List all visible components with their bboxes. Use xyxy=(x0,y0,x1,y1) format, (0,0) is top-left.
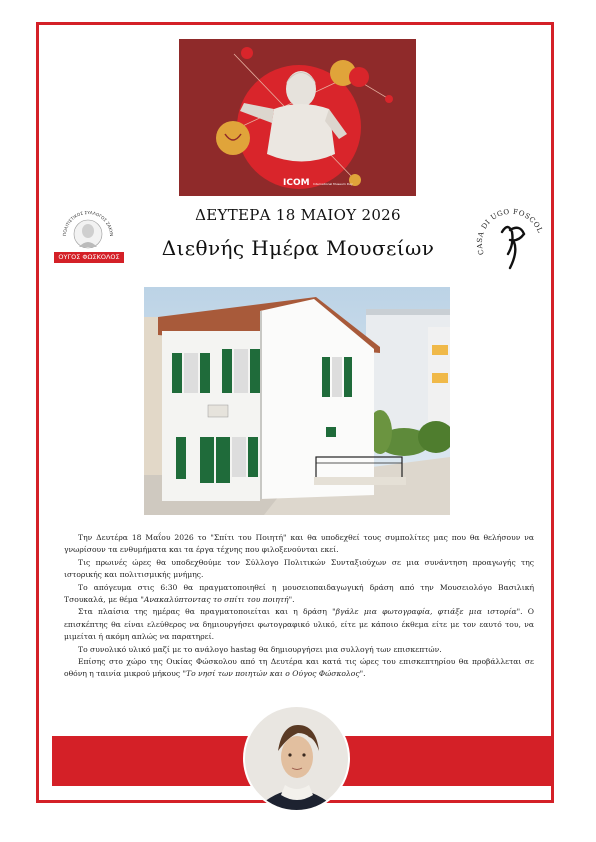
paragraph-5: Το συνολικό υλικό μαζί με το ανάλογο hastag θα δημιουργήσει μια συλλογή των επισκεπτών. xyxy=(78,644,442,654)
film-title: "Το νησί των ποιητών και ο Ούγος Φώσκολος" xyxy=(182,669,364,679)
icom-banner-image xyxy=(179,39,416,196)
paragraph-6: Επίσης στο χώρο της Οικίας Φώσκολου από τη Δευτέρα και κατά τις ώρες του επισκεπτηρίου θα προβάλλεται σε οθόνη η ταινία μικρού μήκους "Το νησί των ποιητών και ο Ούγος Φώσκολος". xyxy=(64,657,534,679)
casa-arc-text: CASA DI UGO FOSCOL xyxy=(475,207,545,256)
society-band-label: ΟΥΓΟΣ ΦΩΣΚΟΛΟΣ xyxy=(54,252,124,263)
house-photo xyxy=(144,287,450,515)
event-title: Διεθνής Ημέρα Μουσείων xyxy=(161,236,435,260)
paragraph-2: Τις πρωινές ώρες θα υποδεχθούμε τον Σύλλογο Πολιτικών Συνταξιούχων σε μια συνάντηση προαγωγής της ιστορικής και πολιτισμικής μνήμης. xyxy=(64,557,534,580)
paragraph-3: Το απόγευμα στις 6:30 θα πραγματοποιηθεί η μουσειοπαιδαγωγική δράση από την Μουσειολόγο Βασιλική Τσουκαλά, με θέμα "Ανακαλύπτοντας το σπίτι του ποιητή". xyxy=(64,582,534,605)
paragraph-1: Την Δευτέρα 18 Μαΐου 2026 το "Σπίτι του Ποιητή" και θα υποδεχθεί τους συμπολίτες μας που θα θελήσουν να γνωρίσουν τα ενθυμήματα και τα έργα τέχνης που φιλοξενούνται εκεί. xyxy=(64,533,534,555)
society-arc-text: ΠΟΛΙΤΙΣΤΙΚΟΣ ΣΥΛΛΟΓΟΣ ΖΑΚΥΝ xyxy=(61,209,115,237)
icom-label: ICOM xyxy=(283,178,310,188)
foscolo-portrait xyxy=(243,705,350,812)
activity-title-1: "Ανακαλύπτοντας το σπίτι του ποιητή" xyxy=(140,595,293,605)
event-description xyxy=(64,532,534,681)
paragraph-4: Στα πλαίσια της ημέρας θα πραγματοποιείται και η δράση "βγάλε μια φωτογραφία, φτιάξε μια ιστορία". Ο επισκέπτης θα είναι ελεύθερος να δημιουργήσει φωτογραφικό υλικό, είτε με κάποιο έκθεμα είτε με τον εαυτό του, να μιμείται ή ακόμη απλώς να παρατηρεί. xyxy=(64,607,534,642)
icom-sub-label: International Museum Day xyxy=(313,182,353,186)
activity-title-2: "βγάλε μια φωτογραφία, φτιάξε μια ιστορία" xyxy=(332,607,521,617)
event-date: ΔΕΥΤΕΡΑ 18 ΜΑΙΟΥ 2026 xyxy=(195,206,401,224)
